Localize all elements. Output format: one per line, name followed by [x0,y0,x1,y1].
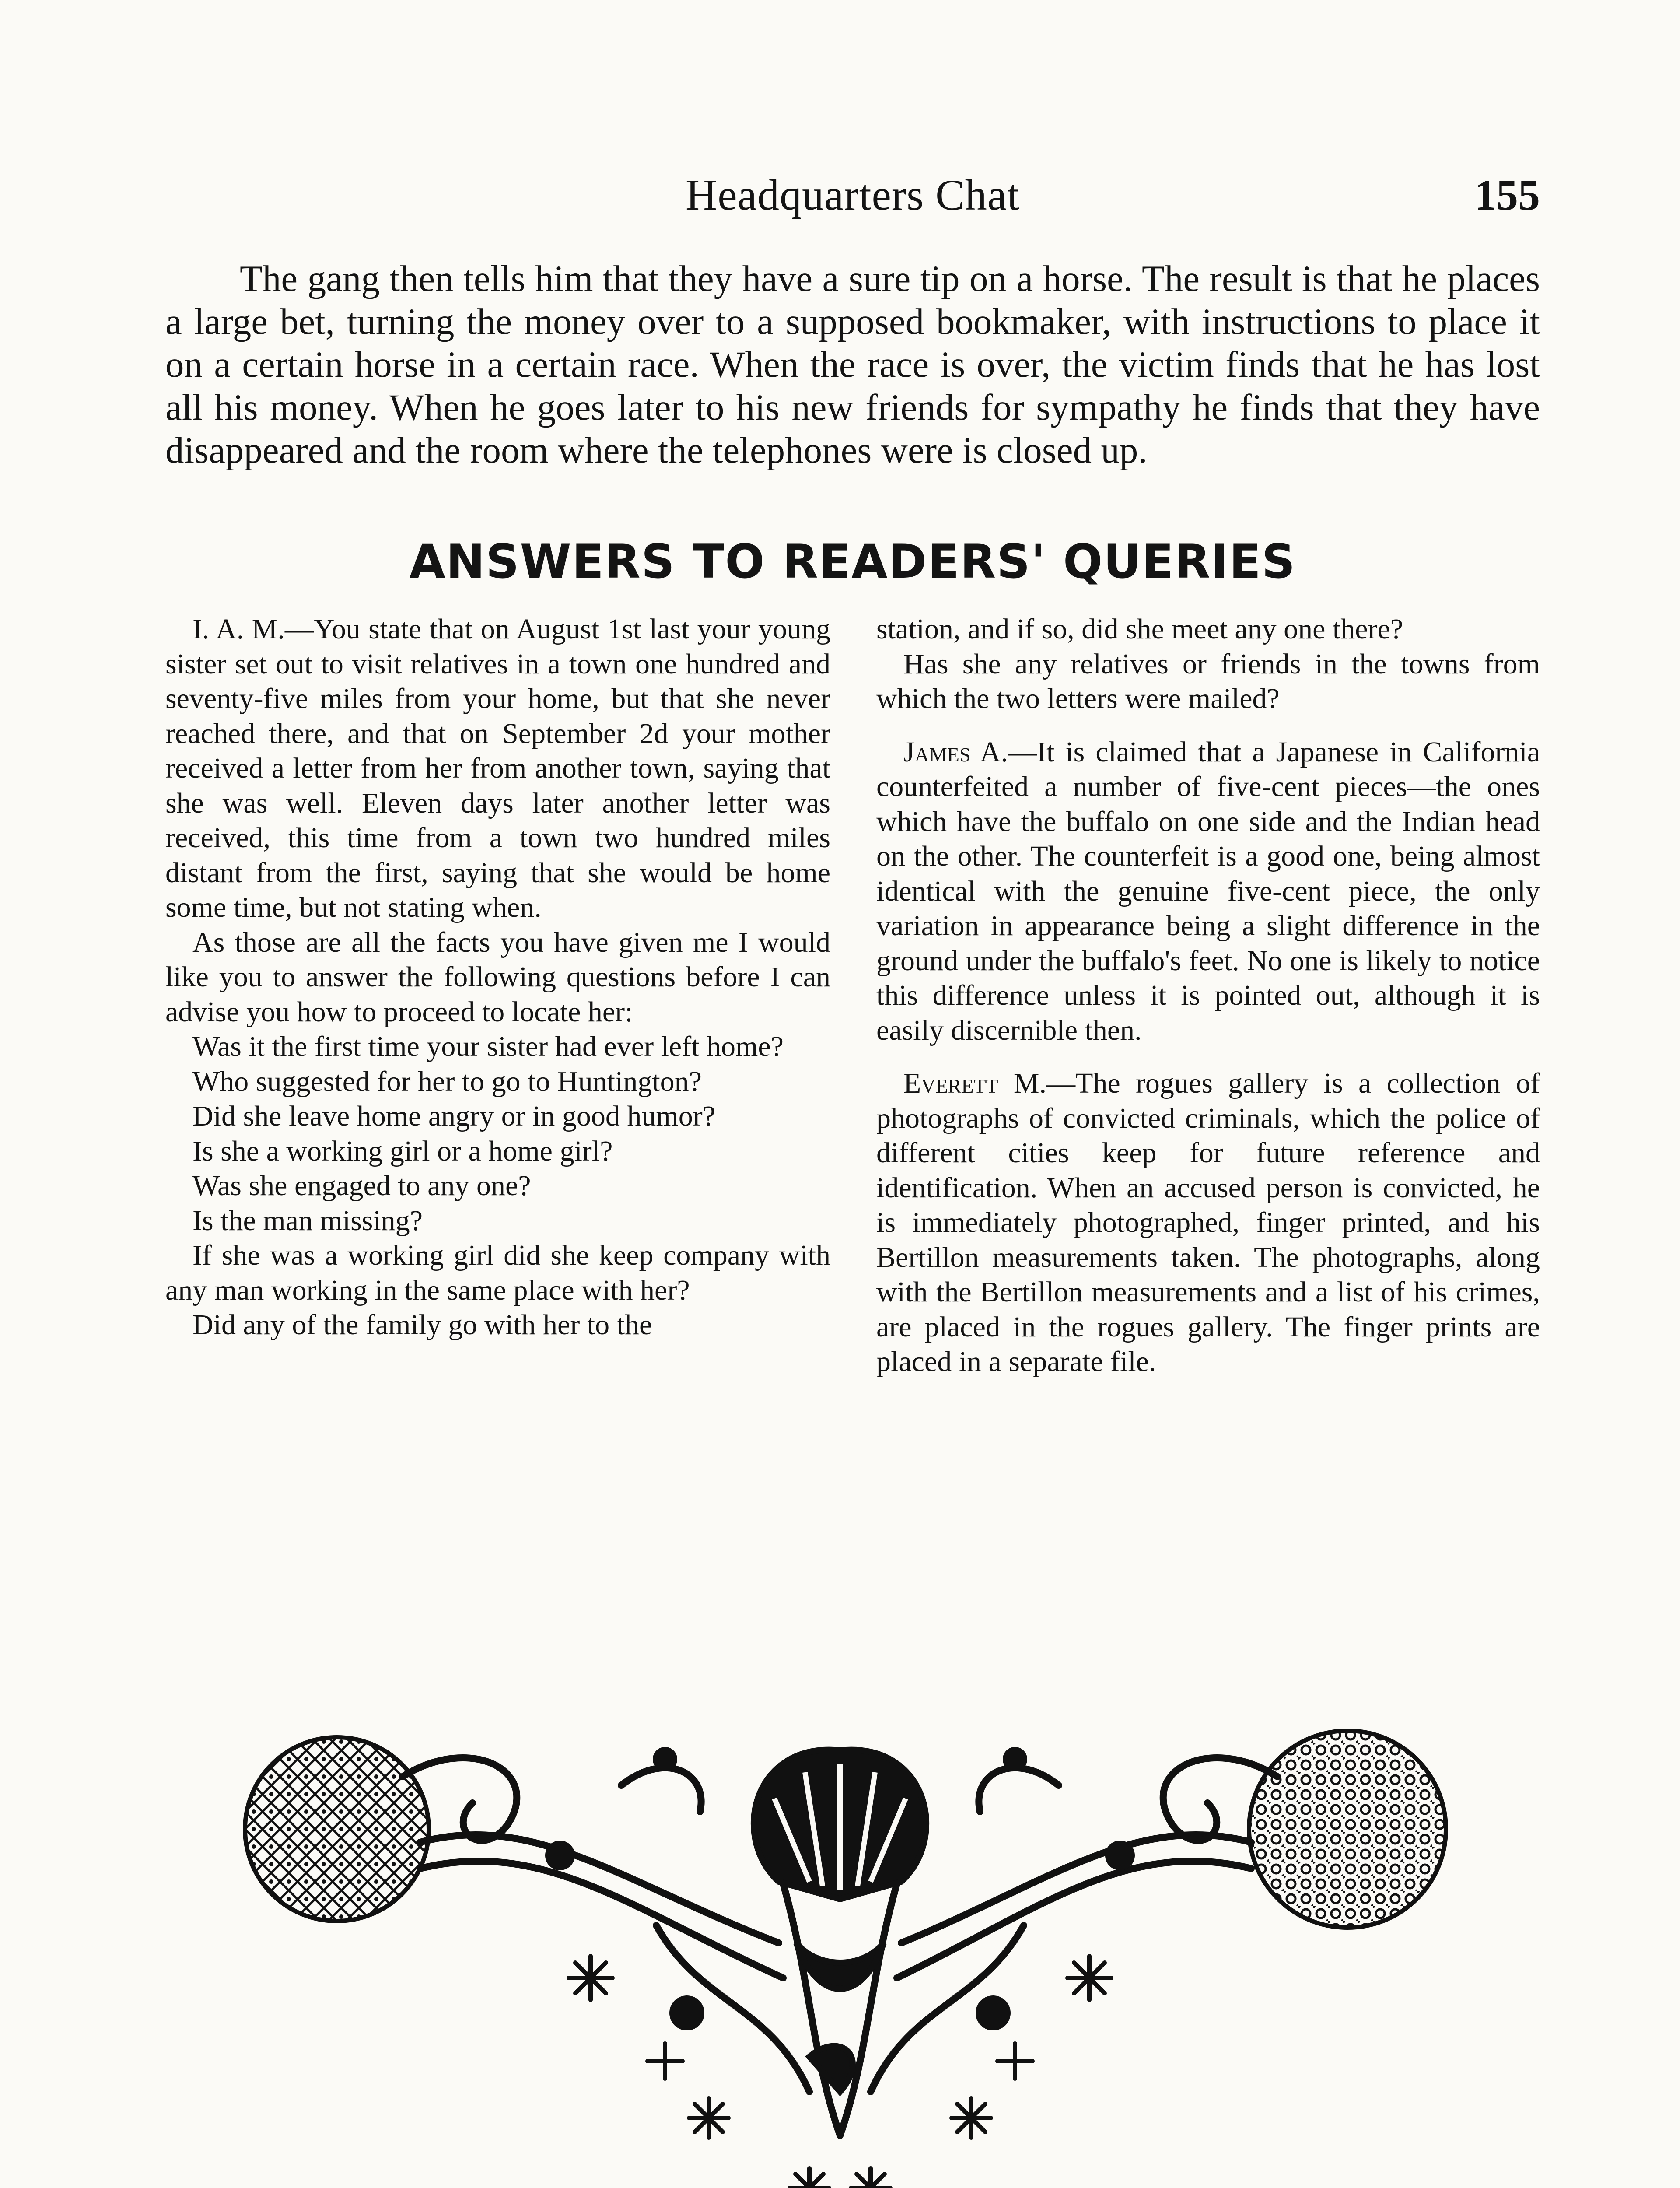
question-7: If she was a working girl did she keep company with any man working in the same place with her? [165,1239,830,1306]
right-column [876,612,1540,1379]
question-8: Did any of the family go with her to the [192,1309,652,1341]
lace-ball-right-icon [1249,1731,1446,1928]
question-4: Is she a working girl or a home girl? [192,1135,613,1167]
question-5: Was she engaged to any one? [192,1170,531,1202]
running-header [165,170,1540,231]
answer-iam-paragraph-2: As those are all the facts you have given me I would like you to answer the following questions before I can advise you how to proceed to locate her: [165,926,830,1028]
answer-everett [876,1066,1540,1379]
page-number: 155 [1474,171,1540,219]
answer-iam-paragraph-1: I. A. M.—You state that on August 1st last your young sister set out to visit relatives in a town one hundred and seventy-five miles from your home, but that she never reached there, and that on September 2d your mother received a letter from her from another town, saying that she was well. Eleven days later another letter was received, this time from a town two hundred miles distant from the first, saying that she would be home some time, but not stating when. [165,613,830,923]
answer-james-text: —It is claimed that a Japanese in California counterfeited a number of five-cent pieces—the ones which have the buffalo on one side and the Indian head on the other. The counterfeit is a good one, being almost identical with the genuine five-cent piece, the only variation in appearance being a slight difference in the ground under the buffalo's feet. No one is likely to notice this difference unless it is pointed out, although it is easily discernible then. [876,736,1540,1046]
left-column [165,612,830,1343]
decorative-ornament [228,1698,1452,2188]
question-6: Is the man missing? [192,1204,423,1237]
answer-everett-name: Everett M. [903,1067,1047,1099]
question-1: Was it the first time your sister had ever left home? [192,1031,784,1062]
question-9: Has she any relatives or friends in the towns from which the two letters were mailed? [876,648,1540,715]
lace-ball-left-icon [245,1737,429,1921]
question-2: Who suggested for her to go to Huntington? [192,1065,702,1098]
answer-james-name: James A. [903,736,1008,768]
answer-everett-text: —The rogues gallery is a collection of photographs of convicted criminals, which the police of different cities keep for future reference and identification. When an accused person is convicted, he is immediately photographed, finger printed, and his Bertillon measurements taken. The photographs, along with the Bertillon measurements and a list of his crimes, are placed in the rogues gallery. The finger prints are placed in a separate file. [876,1067,1540,1378]
answer-james [876,735,1540,1048]
intro-paragraph: The gang then tells him that they have a sure tip on a horse. The result is that he places a large bet, turning the money over to a supposed bookmaker, with instructions to place it on a certain horse in a certain race. When the race is over, the victim finds that he has lost all his money. When he goes later to his new friends for sympathy he finds that they have disappeared and the room where the telephones were is closed up. [165,258,1540,471]
question-3: Did she leave home angry or in good humor? [192,1100,716,1132]
running-title: Headquarters Chat [686,171,1020,219]
section-heading: ANSWERS TO READERS' QUERIES [409,535,1296,589]
question-8-continued: station, and if so, did she meet any one there? [876,613,1404,645]
intro-text [165,257,1540,472]
